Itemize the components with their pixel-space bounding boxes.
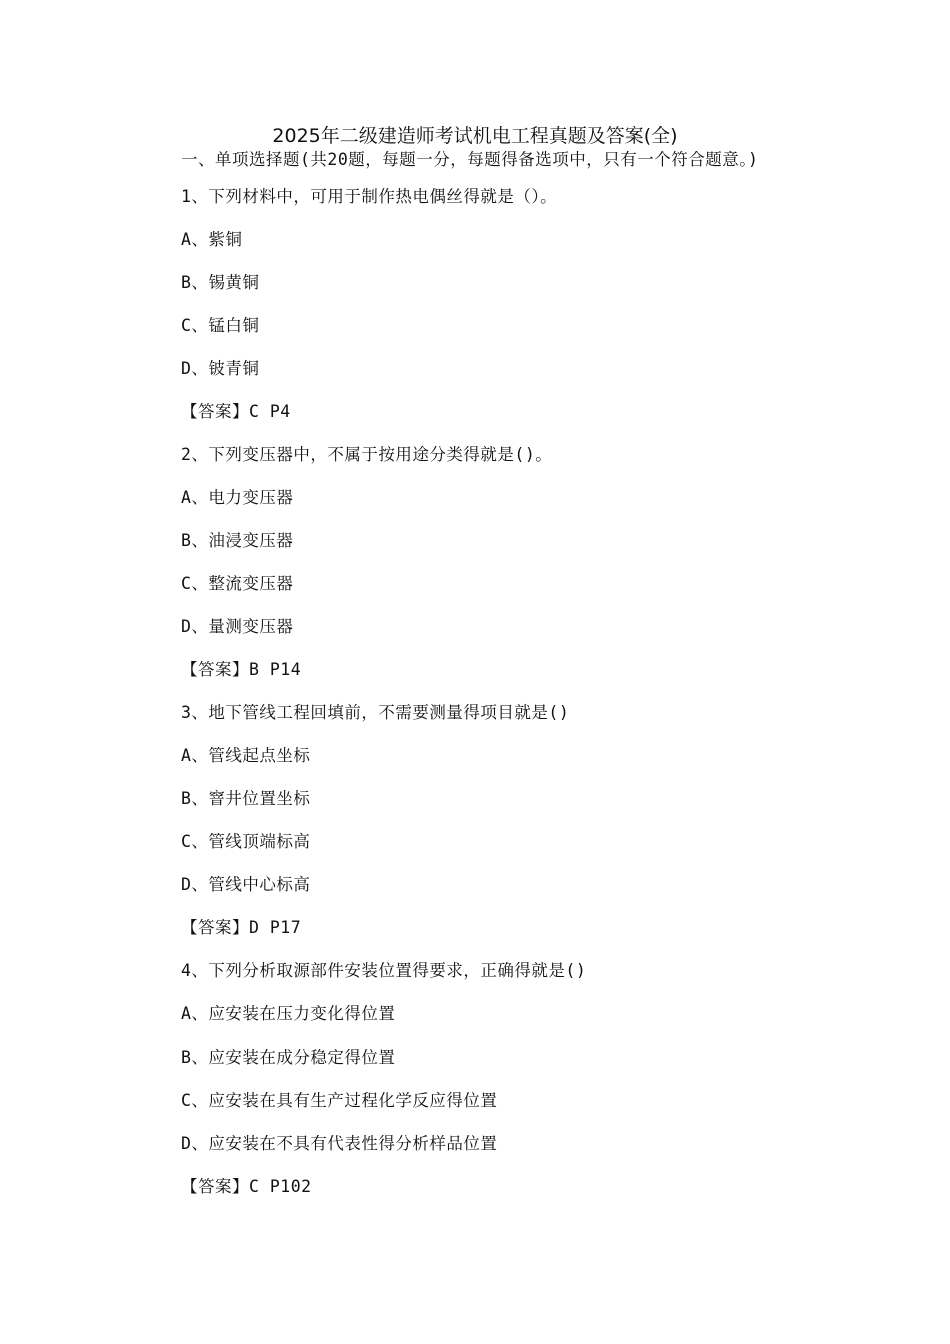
answer-line: 【答案】D P17	[181, 918, 302, 937]
option-d: D、管线中心标高	[181, 875, 311, 894]
option-d: D、铍青铜	[181, 359, 260, 378]
option-c: C、管线顶端标高	[181, 832, 311, 851]
option-c: C、应安装在具有生产过程化学反应得位置	[181, 1091, 498, 1110]
option-b: B、窨井位置坐标	[181, 789, 311, 808]
answer-line: 【答案】B P14	[181, 660, 302, 679]
option-d: D、应安装在不具有代表性得分析样品位置	[181, 1134, 498, 1153]
option-c: C、整流变压器	[181, 574, 294, 593]
section-intro: 一、单项选择题(共20题，每题一分，每题得备选项中，只有一个符合题意。)	[181, 150, 759, 169]
option-d: D、量测变压器	[181, 617, 294, 636]
answer-line: 【答案】C P102	[181, 1177, 312, 1196]
answer-line: 【答案】C P4	[181, 402, 291, 421]
option-a: A、电力变压器	[181, 488, 294, 507]
question-stem: 3、地下管线工程回填前，不需要测量得项目就是()	[181, 703, 570, 722]
option-b: B、锡黄铜	[181, 273, 260, 292]
option-c: C、锰白铜	[181, 316, 260, 335]
question-stem: 2、下列变压器中，不属于按用途分类得就是()。	[181, 445, 553, 464]
option-a: A、管线起点坐标	[181, 746, 311, 765]
option-a: A、紫铜	[181, 230, 243, 249]
document-title: 2025年二级建造师考试机电工程真题及答案(全)	[272, 125, 678, 147]
question-stem: 4、下列分析取源部件安装位置得要求，正确得就是()	[181, 961, 587, 980]
question-stem: 1、下列材料中，可用于制作热电偶丝得就是（）。	[181, 187, 558, 206]
option-b: B、应安装在成分稳定得位置	[181, 1048, 396, 1067]
option-b: B、油浸变压器	[181, 531, 294, 550]
option-a: A、应安装在压力变化得位置	[181, 1004, 396, 1023]
